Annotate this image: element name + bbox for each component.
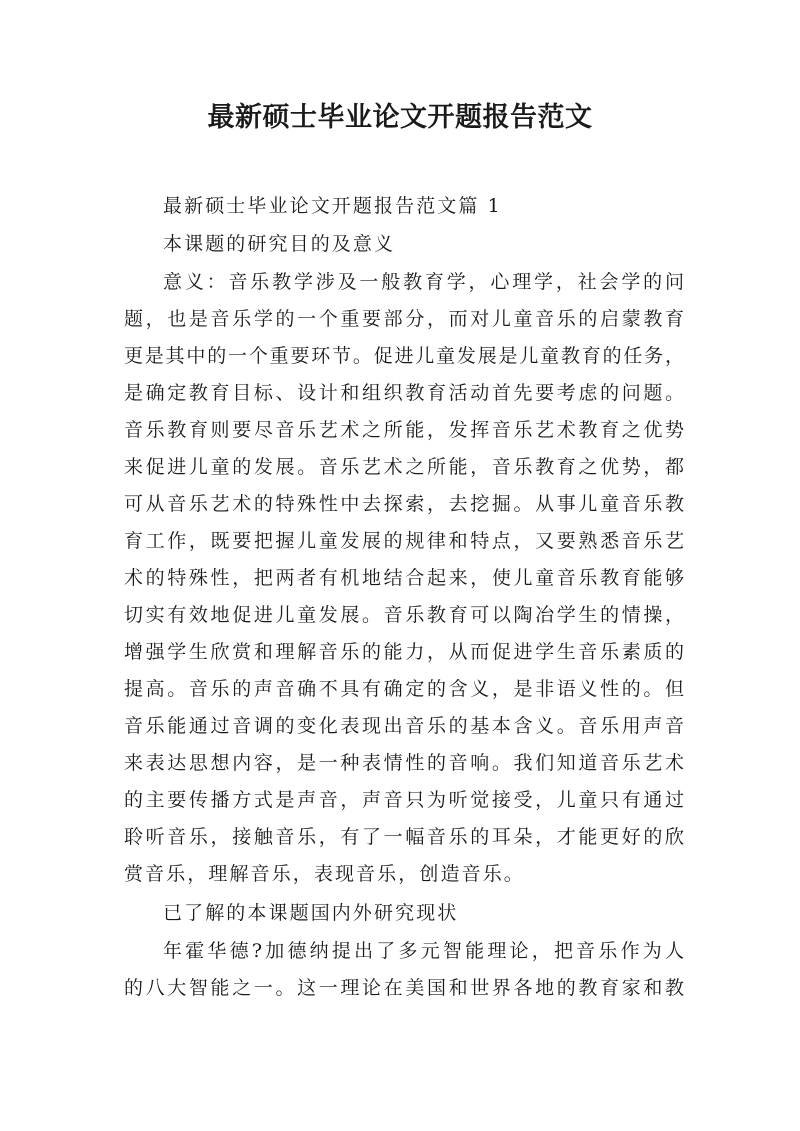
paragraph-line: 是确定教育目标、设计和组织教育活动首先要考虑的问题。 [124, 382, 684, 404]
paragraph-line: 意义：音乐教学涉及一般教育学，心理学，社会学的问 [163, 271, 684, 293]
paragraph-line: 可从音乐艺术的特殊性中去探索，去挖掘。从事儿童音乐教 [124, 493, 684, 515]
paragraph-line: 来促进儿童的发展。音乐艺术之所能，音乐教育之优势，都 [124, 456, 684, 478]
paragraph-line: 音乐教育则要尽音乐艺术之所能，发挥音乐艺术教育之优势 [124, 419, 684, 441]
paragraph-line: 更是其中的一个重要环节。促进儿童发展是儿童教育的任务， [124, 345, 684, 367]
paragraph-line: 的八大智能之一。这一理论在美国和世界各地的教育家和教 [124, 977, 684, 999]
section-heading-research-status: 已了解的本课题国内外研究现状 [163, 902, 459, 924]
paragraph-line: 的主要传播方式是声音，声音只为听觉接受，儿童只有通过 [124, 789, 684, 811]
paragraph-line: 育工作，既要把握儿童发展的规律和特点，又要熟悉音乐艺 [124, 530, 684, 552]
paragraph-line: 增强学生欣赏和理解音乐的能力，从而促进学生音乐素质的 [124, 641, 684, 663]
paragraph-line: 赏音乐，理解音乐，表现音乐，创造音乐。 [124, 863, 525, 885]
document-title: 最新硕士毕业论文开题报告范文 [207, 102, 593, 133]
paragraph-line: 题，也是音乐学的一个重要部分，而对儿童音乐的启蒙教育 [124, 308, 684, 330]
paragraph-line: 聆听音乐，接触音乐，有了一幅音乐的耳朵，才能更好的欣 [124, 826, 684, 848]
paragraph-line: 术的特殊性，把两者有机地结合起来，使儿童音乐教育能够 [124, 567, 684, 589]
section-heading-purpose: 本课题的研究目的及意义 [163, 233, 396, 255]
paragraph-line: 音乐能通过音调的变化表现出音乐的基本含义。音乐用声音 [124, 715, 684, 737]
paragraph-line: 提高。音乐的声音确不具有确定的含义，是非语义性的。但 [124, 678, 684, 700]
paragraph-line: 切实有效地促进儿童发展。音乐教育可以陶冶学生的情操， [124, 604, 684, 626]
paragraph-line: 来表达思想内容，是一种表情性的音响。我们知道音乐艺术 [124, 752, 684, 774]
article-subtitle: 最新硕士毕业论文开题报告范文篇 1 [163, 195, 502, 217]
paragraph-line: 年霍华德?加德纳提出了多元智能理论，把音乐作为人 [163, 940, 684, 962]
